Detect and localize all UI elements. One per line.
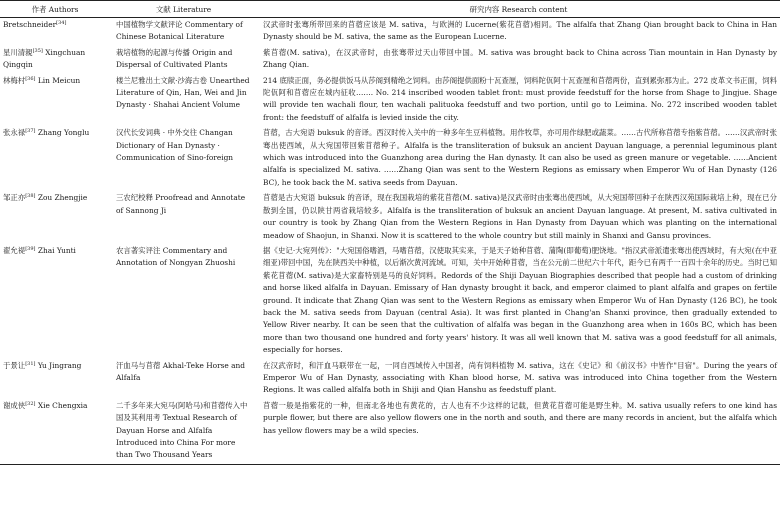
literature-cell: 农言著实评注 Commentary and Annotation of Nongyan Zhuoshi bbox=[116, 245, 236, 268]
author-reference: [34] bbox=[56, 20, 67, 26]
author-reference: [38] bbox=[25, 193, 36, 200]
author-cell bbox=[0, 191, 110, 244]
table-header-row bbox=[0, 1, 780, 18]
research-cell: 据《史记·大宛列传》："大宛国俗嗜酒，马嗜苜蓿，汉使取其实来，于是天子始种苜蓿、蒲陶(即葡萄)肥饶地。"指汉武帝派遣张骞出使西域时，有大宛(在中亚细亚)带回中国，先在陕西关中种植，以后渐次黄河流域。可知，关中开始种苜蓿，当在公元前二世纪六十年代，距今已有两千一百四十余年的历史。当时已知紫花苜蓿(M. sativa)是大家畜特别是马的良好饲料。Redords of the Shiji Dayuan Biographies described that people had a custom of drinking and horse liked alfalfa in Dayuan. Emissary of Han dynasty brought it back, and emperor claimed to plant alfalfa and grapes on fertile ground. It indicate that Zhang Qian was sent to the Western Regions as emissary when Emperor Wu of Han Dynasty (126 BC), he took back the M. sativa seeds from Dayuan (central Asia). It was first planted in Chang'an Shanxi province, then gradually extended to Yellow River nearby. It can be seen that the cultivation of alfalfa was began in the Guanzhong area when in 160s BC, which has been more than two thousand one hundred and forty years' history. It was all well known that M. sativa was a good feedstuff for all animals, especially for horses. bbox=[263, 245, 777, 355]
research-cell: 苜蓿是古大宛语 buksuk 的音译，现在我国栽培的紫花苜蓿(M. sativa)是汉武帝时由张骞出使西域，从大宛国带回种子在陕西汉苑国际栽培上种，现在已分散到全国，仍以陕甘两省栽培较多。Alfalfa is the transliteration of buksuk an ancient Dayuan language. At present, M. sativa cultivated in our country is took by Zhang Qian from the Western Regions in Han Dynasty from Dayuan which was planting on the international meadow of Shaojun, in Shanxi. Now it is scattered to the whole country but still mainly in Shanxi and Gansu provinces. bbox=[263, 193, 777, 240]
author-cell bbox=[0, 74, 110, 127]
author-name: 星川清親 bbox=[3, 47, 33, 57]
author-reference: [37] bbox=[25, 128, 36, 135]
research-cell: 苜蓿一般是指紫花的一种，但南北各地也有黄花的，古人也有不少这样的记载，但黄花苜蓿可能是野生种。M. sativa usually refers to one kind has purple flower, but there are also yellow flowers one in the north and south, and there are many records in ancient, but the alfalfa which has yellow flowers may be a wild species. bbox=[257, 399, 780, 465]
table-row bbox=[0, 126, 780, 191]
author-cell bbox=[0, 399, 110, 465]
author-reference: [35] bbox=[32, 47, 43, 54]
author-cell bbox=[0, 18, 110, 46]
author-name-en: Lin Meicun bbox=[37, 75, 81, 85]
literature-cell: 三农纪校释 Proofread and Annotate of Sannong Ji bbox=[116, 193, 246, 215]
author-name-en: Yu Jingrang bbox=[37, 360, 82, 370]
research-cell: 汉武帝时张骞所带回来的苜蓿应该是 M. sativa，与欧洲的 Lucerne(紫花苜蓿)相同。The alfalfa that Zhang Qian brought back to China in Han Dynasty should be M. sativa, the same as the European Lucerne. bbox=[263, 20, 777, 42]
table-row bbox=[0, 18, 780, 46]
author-name: 林梅村 bbox=[3, 75, 26, 85]
literature-cell: 二千多年来大宛马(阿哈马)和苜蓿传入中国及其利用考 Textual Research of Dayuan Horse and Alfalfa Introduced into China For more than Two Thousand Years bbox=[110, 399, 257, 465]
author-name-en: Zhang Yonglu bbox=[37, 128, 90, 138]
author-reference: [39] bbox=[25, 245, 36, 252]
author-name: 翟允禔 bbox=[3, 245, 26, 255]
author-name: Bretschneider bbox=[3, 20, 57, 29]
literature-cell: 楼兰尼雅出土文献·沙海古卷 Unearthed Literature of Qin, Han, Wei and Jin Dynasty · Shahai Ancient Volume bbox=[116, 75, 250, 110]
literature-cell: 汉代长安词典 · 中外交往 Changan Dictionary of Han Dynasty · Communication of Sino-foreign bbox=[116, 128, 234, 163]
research-cell: 紫苜蓿(M. sativa)，在汉武帝时，由张骞带过天山带回中国。M. sativa was brought back to China across Tian mountain in Han Dynasty by Zhang Qian. bbox=[263, 47, 777, 70]
header-research: 研究内容 Research content bbox=[257, 1, 780, 18]
table-row bbox=[0, 191, 780, 244]
table-row bbox=[0, 74, 780, 127]
author-reference: [36] bbox=[25, 75, 36, 82]
research-cell: 214 底牍正面，务必提供饭马从莎阁到精绝之饲料。由莎阁提供面粉十瓦查厘，饲料陀佤阿十瓦查厘和苜蓿两份，直到累弥那为止。272 皮革文书正面，饲料陀佤阿和苜蓿应在城内征收……. No. 214 inscribed wooden tablet front: must provide feedstuff for the horse from Shage to Jingjue. Shage will provide ten wachali flour, ten wachali palituoka feedstuff and two portion, until go to Leimina. No. 272 inscribed wooden tablet front: the feedstuff of alfalfa is levied inside the city. bbox=[263, 75, 777, 122]
author-name-en: Xie Chengxia bbox=[37, 400, 88, 410]
research-cell: 苜蓿，古大宛语 buksuk 的音译。西汉时传入关中的一种多年生豆科植物。用作牧草，亦可用作绿肥或蔬菜。……古代所称苜蓿专指紫苜蓿。……汉武帝时张骞出使西域，从大宛国带回紫苜蓿种子。Alfalfa is the transliteration of buksuk an ancient Dayuan language, a perennial leguminous plant which was introduced into the Guanzhong area during the Han dynasty. It can also be used as green manure or vegetable. ……Ancient alfalfa is specialized M. sativa. ……Zhang Qian was sent to the Western Regions as emissary when Emperor Wu of Han Dynasty (126 BC), he took back the M. sativa seeds from Dayuan. bbox=[263, 128, 777, 187]
literature-cell: 汗血马与苜蓿 Akhal-Teke Horse and Alfalfa bbox=[116, 360, 246, 382]
header-author: 作者 Authors bbox=[0, 1, 110, 18]
author-reference: [32] bbox=[25, 400, 36, 407]
author-name: 邹正亦 bbox=[3, 193, 26, 203]
literature-cell: 栽培植物的起源与传播 Origin and Dispersal of Cultivated Plants bbox=[116, 47, 233, 70]
literature-cell: 中国植物学文献评论 Commentary of Chinese Botanical Literature bbox=[116, 20, 243, 42]
author-cell bbox=[0, 46, 110, 74]
author-reference: [31] bbox=[25, 360, 36, 367]
table-row bbox=[0, 359, 780, 399]
author-name: 谢成侠 bbox=[3, 400, 26, 410]
author-name-en: Zou Zhengjie bbox=[37, 193, 88, 203]
author-name-en: Zhai Yunti bbox=[37, 245, 76, 255]
table-row bbox=[0, 399, 780, 465]
table-row bbox=[0, 46, 780, 74]
author-name-en: Xingchuan Qingqin bbox=[3, 47, 86, 70]
author-cell bbox=[0, 126, 110, 191]
header-literature: 文献 Literature bbox=[110, 1, 257, 18]
author-name: 张永禄 bbox=[3, 128, 26, 138]
author-name: 于景让 bbox=[3, 360, 26, 370]
table-row bbox=[0, 244, 780, 359]
research-cell: 在汉武帝时，和汗血马联带在一起，一同自西域传入中国者，尚有饲料植物 M. sativa，这在《史记》和《前汉书》中皆作"目宿"。During the years of Emperor Wu of Han Dynasty, associating with Khan blood horse, M. sativa was introduced into China together from the Western Regions. It was called alfalfa both in Shiji and Qian Hanshu as feedstuff plant. bbox=[263, 360, 777, 395]
author-cell bbox=[0, 359, 110, 399]
author-cell bbox=[0, 244, 110, 359]
